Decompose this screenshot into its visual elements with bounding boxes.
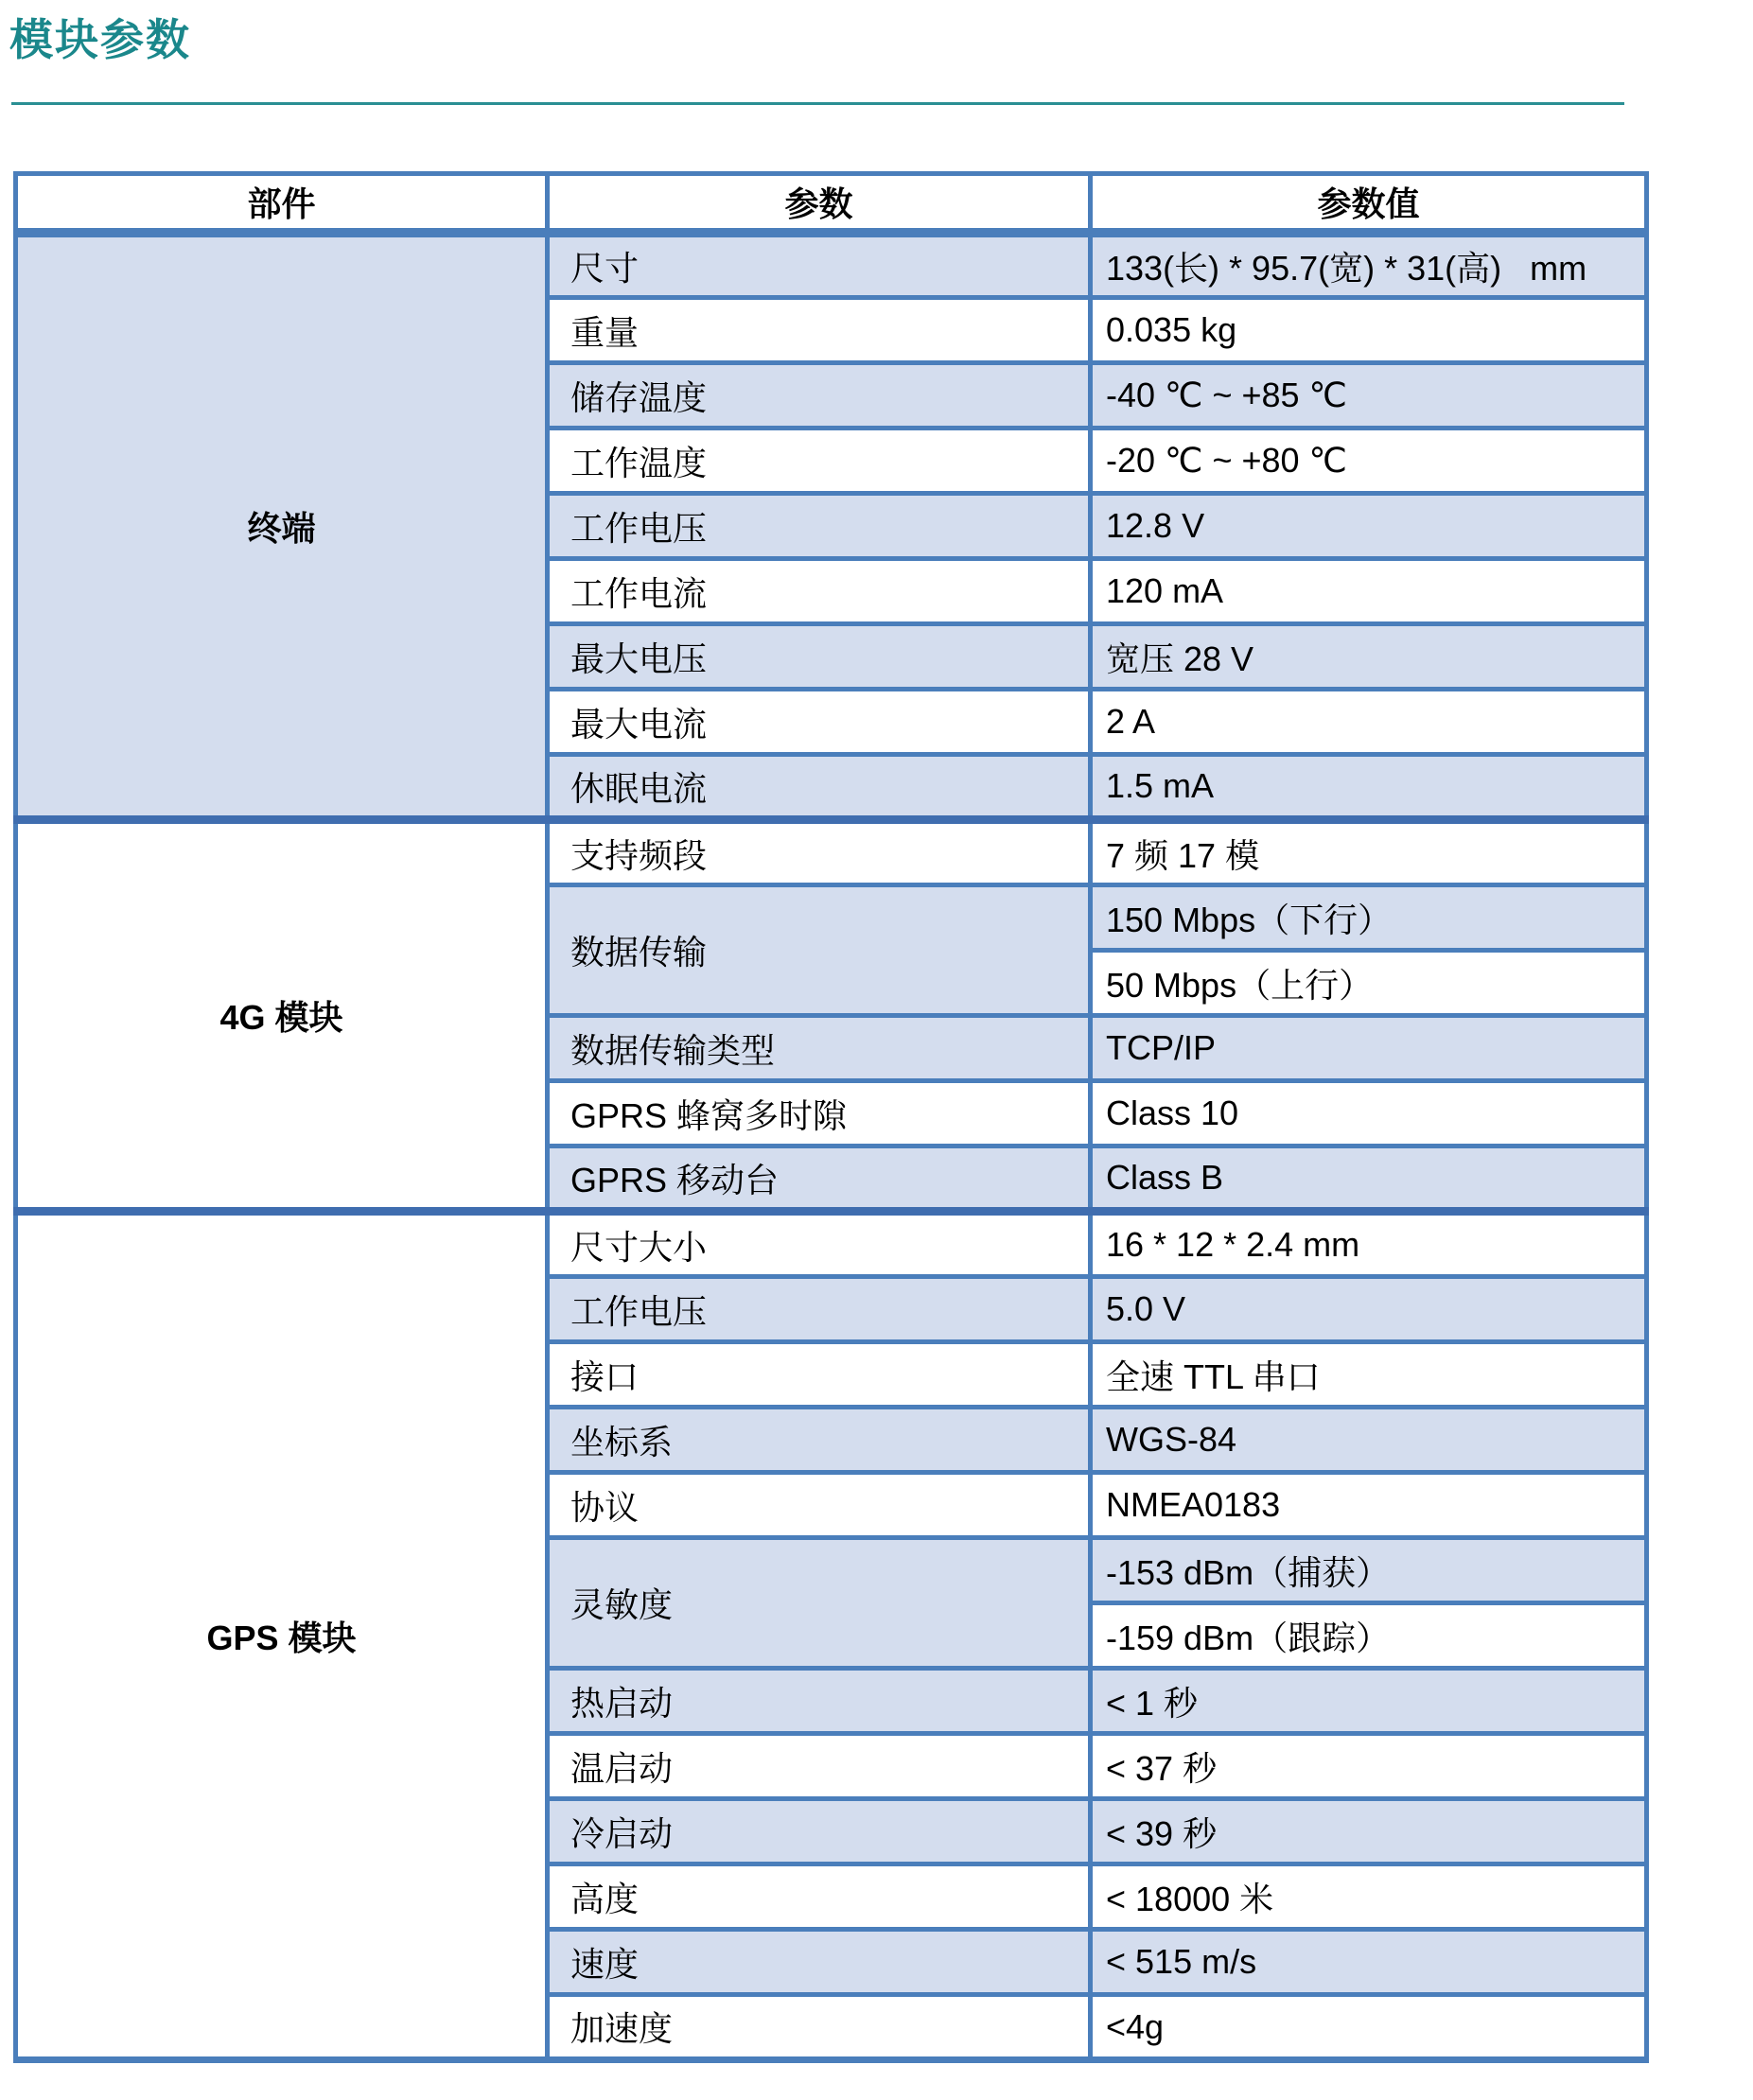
- param-value-cell: 1.5 mA: [1091, 755, 1647, 820]
- param-label-cell: 尺寸大小: [548, 1212, 1091, 1277]
- param-value-cell: 5.0 V: [1091, 1277, 1647, 1342]
- param-value-cell: 0.035 kg: [1091, 298, 1647, 363]
- param-label-cell: 接口: [548, 1342, 1091, 1408]
- module-parameters-table: [13, 171, 1649, 2063]
- param-label-cell: GPRS 蜂窝多时隙: [548, 1081, 1091, 1146]
- param-value-cell: 宽压 28 V: [1091, 624, 1647, 690]
- param-label-cell: 尺寸: [548, 233, 1091, 298]
- param-value-cell: 12.8 V: [1091, 494, 1647, 559]
- param-label-cell: 工作电压: [548, 1277, 1091, 1342]
- param-label-cell: GPRS 移动台: [548, 1146, 1091, 1212]
- param-value-cell: 50 Mbps（上行）: [1091, 951, 1647, 1016]
- param-label-cell: 加速度: [548, 1995, 1091, 2060]
- param-label-cell: 热启动: [548, 1669, 1091, 1734]
- param-value-cell: 全速 TTL 串口: [1091, 1342, 1647, 1408]
- table-row: [16, 820, 1647, 885]
- param-label-cell: 高度: [548, 1864, 1091, 1930]
- param-value-cell: 2 A: [1091, 690, 1647, 755]
- param-value-cell: 16 * 12 * 2.4 mm: [1091, 1212, 1647, 1277]
- param-value-cell: TCP/IP: [1091, 1016, 1647, 1081]
- param-value-cell: NMEA0183: [1091, 1473, 1647, 1538]
- col-header-parameter: 参数: [548, 174, 1091, 233]
- table-row: [16, 233, 1647, 298]
- param-value-cell: < 1 秒: [1091, 1669, 1647, 1734]
- param-value-cell: Class 10: [1091, 1081, 1647, 1146]
- param-label-cell: 工作温度: [548, 429, 1091, 494]
- component-cell: 终端: [16, 233, 548, 820]
- param-value-cell: WGS-84: [1091, 1408, 1647, 1473]
- param-label-cell: 工作电流: [548, 559, 1091, 624]
- param-value-cell: 150 Mbps（下行）: [1091, 885, 1647, 951]
- col-header-component: 部件: [16, 174, 548, 233]
- param-label-cell: 速度: [548, 1930, 1091, 1995]
- title-underline: [11, 102, 1624, 105]
- param-value-cell: 120 mA: [1091, 559, 1647, 624]
- component-cell: 4G 模块: [16, 820, 548, 1212]
- param-value-cell: -153 dBm（捕获）: [1091, 1538, 1647, 1603]
- param-label-cell: 数据传输类型: [548, 1016, 1091, 1081]
- param-label-cell: 储存温度: [548, 363, 1091, 429]
- param-label-cell: 坐标系: [548, 1408, 1091, 1473]
- param-value-cell: < 39 秒: [1091, 1799, 1647, 1864]
- param-label-cell: 数据传输: [548, 885, 1091, 1016]
- param-value-cell: 7 频 17 模: [1091, 820, 1647, 885]
- param-value-cell: Class B: [1091, 1146, 1647, 1212]
- param-value-cell: < 37 秒: [1091, 1734, 1647, 1799]
- param-value-cell: < 18000 米: [1091, 1864, 1647, 1930]
- page-title: 模块参数: [9, 15, 191, 64]
- param-value-cell: -20 ℃ ~ +80 ℃: [1091, 429, 1647, 494]
- param-label-cell: 灵敏度: [548, 1538, 1091, 1669]
- param-label-cell: 最大电压: [548, 624, 1091, 690]
- table-row: [16, 1212, 1647, 1277]
- param-label-cell: 最大电流: [548, 690, 1091, 755]
- param-value-cell: -159 dBm（跟踪）: [1091, 1603, 1647, 1669]
- component-cell: GPS 模块: [16, 1212, 548, 2060]
- param-value-cell: -40 ℃ ~ +85 ℃: [1091, 363, 1647, 429]
- param-label-cell: 支持频段: [548, 820, 1091, 885]
- param-value-cell: < 515 m/s: [1091, 1930, 1647, 1995]
- param-label-cell: 重量: [548, 298, 1091, 363]
- param-value-cell: 133(长) * 95.7(宽) * 31(高) mm: [1091, 233, 1647, 298]
- param-value-cell: <4g: [1091, 1995, 1647, 2060]
- param-label-cell: 温启动: [548, 1734, 1091, 1799]
- param-label-cell: 冷启动: [548, 1799, 1091, 1864]
- param-label-cell: 工作电压: [548, 494, 1091, 559]
- table-header-row: [16, 174, 1647, 233]
- col-header-parameter-value: 参数值: [1091, 174, 1647, 233]
- param-label-cell: 休眠电流: [548, 755, 1091, 820]
- param-label-cell: 协议: [548, 1473, 1091, 1538]
